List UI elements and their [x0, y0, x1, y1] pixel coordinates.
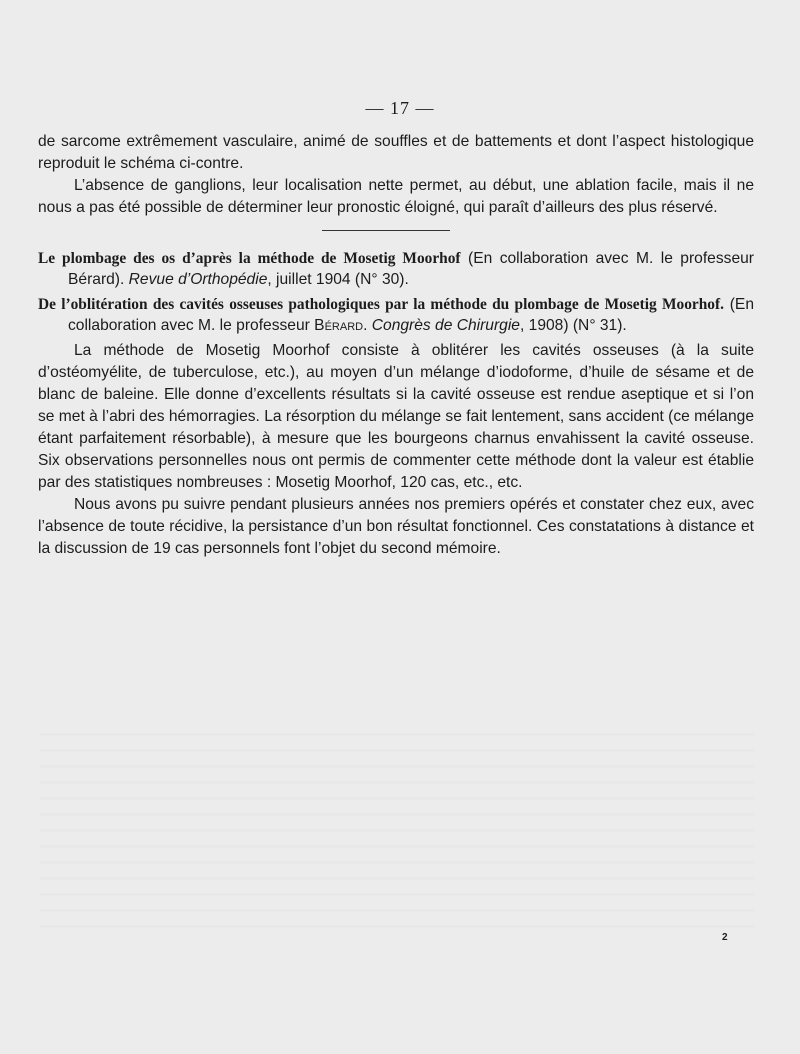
reference-journal: Congrès de Chirurgie [371, 317, 520, 334]
reference-title: De l’oblitération des cavités osseuses pathologiques par la méthode du plombage de Mosetig Moorhof. [38, 296, 724, 313]
intro-paragraph-2: L’absence de ganglions, leur localisation nette permet, au début, une ablation facile, mais il ne nous a pas été possible de déterminer leur pronostic éloigné, qui paraît d’ailleurs des plus réservé. [38, 177, 754, 216]
reference-item [38, 294, 754, 336]
reference-journal: Revue d’Orthopédie [128, 271, 268, 288]
reference-date: , 1908) (N° 31). [519, 317, 627, 334]
body-paragraph-2: Nous avons pu suivre pendant plusieurs années nos premiers opérés et constater chez eux, avec l’absence de toute récidive, la persistance d’un bon résultat fonctionnel. Ces constatations à distance et la discussion de 19 cas personnels font l’objet du second mémoire. [38, 496, 754, 557]
body-section [38, 340, 754, 560]
body-paragraph-1: La méthode de Mosetig Moorhof consiste à oblitérer les cavités osseuses (à la suite d’ostéomyélite, de tuberculose, etc.), au moyen d’un mélange d’iodoforme, d’huile de sésame et de blanc de baleine. Elle donne d’excellents résultats si la cavité osseuse est rendue aseptique et si l’on se met à l’abri des hémorragies. La résorption du mélange se fait lentement, sans accident (ce mélange étant parfaitement résorbable), à mesure que les bourgeons charnus envahissent la cavité osseuse. Six observations personnelles nous ont permis de commenter cette méthode dont la valeur est établie par des statistiques nombreuses : Mosetig Moorhof, 120 cas, etc., etc. [38, 342, 754, 491]
signature-mark: 2 [722, 932, 728, 943]
show-through-texture [40, 720, 755, 930]
reference-separator: . [363, 317, 372, 334]
reference-author: Bérard [314, 317, 364, 334]
page-number: — 17 — [365, 98, 435, 118]
reference-collab: (En collaboration avec M. le professeur [68, 296, 754, 334]
section-divider [322, 230, 450, 231]
reference-collab: (En collaboration avec M. le professeur Bérard). [68, 250, 754, 288]
reference-title: Le plombage des os d’après la méthode de Mosetig Moorhof [38, 250, 461, 267]
references-list [38, 248, 754, 340]
reference-item [38, 248, 754, 290]
intro-paragraph-1: de sarcome extrêmement vasculaire, animé de souffles et de battements et dont l’aspect histologique reproduit le schéma ci-contre. [38, 133, 754, 172]
intro-section [38, 131, 754, 219]
reference-date: , juillet 1904 (N° 30). [267, 271, 409, 288]
